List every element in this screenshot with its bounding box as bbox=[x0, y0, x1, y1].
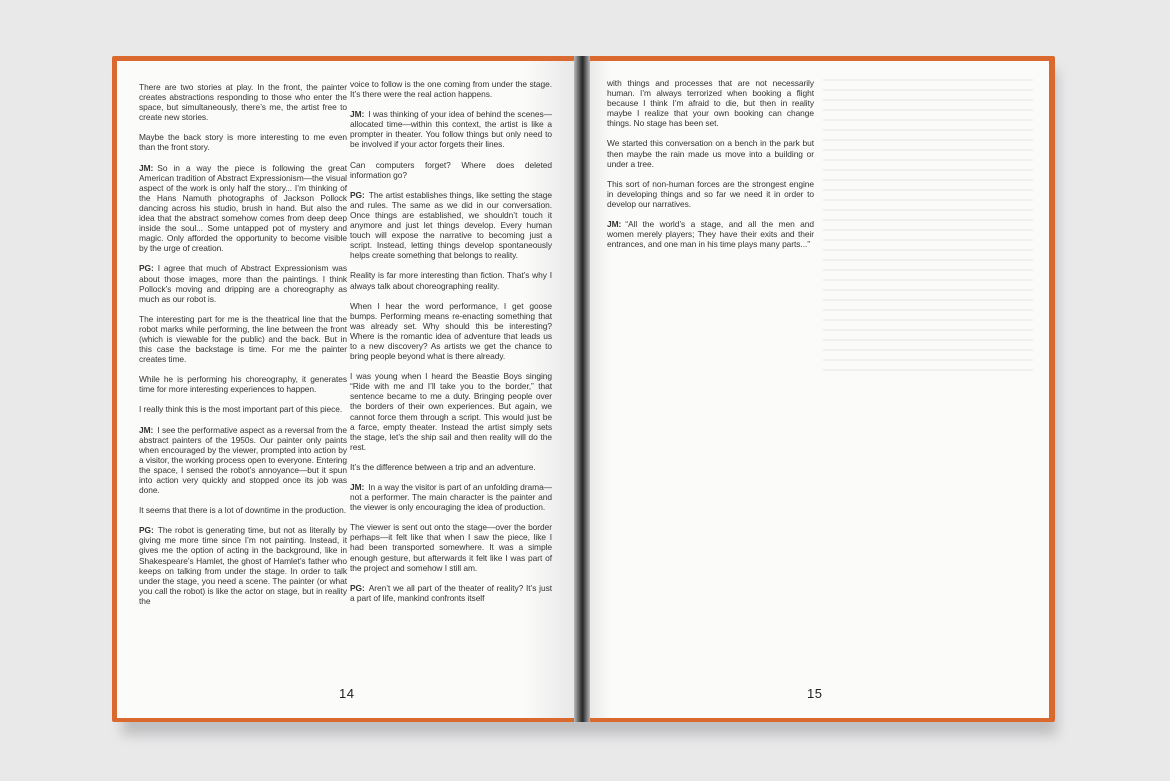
paragraph bbox=[139, 525, 347, 606]
paragraph bbox=[350, 522, 552, 572]
paragraph bbox=[139, 132, 347, 152]
paragraph-text: I see the performative aspect as a reversal from the abstract painters of the 1950s. Our painter only paints when encouraged by the viewer, prompted into action by a visitor, the working process open to everyone. Entering the space, I sensed the robot’s annoyance—but it spun into action very quickly and stopped once its job was done. bbox=[139, 424, 347, 496]
paragraph bbox=[139, 314, 347, 364]
paragraph-text: Maybe the back story is more interesting to me even than the front story. bbox=[139, 132, 347, 153]
paragraph bbox=[139, 425, 347, 496]
paragraph-text: The interesting part for me is the theatrical line that the robot marks while performing, the line between the front (which is viewable for the public) and the back. But in this case the backstage is time. For me the painter creates time. bbox=[139, 313, 347, 365]
left-page bbox=[117, 61, 579, 718]
page-number-right: 15 bbox=[807, 686, 823, 701]
speaker-label: JM: bbox=[350, 482, 365, 492]
speaker-label: JM: bbox=[350, 109, 365, 120]
paragraph-text: “All the world’s a stage, and all the men and women merely players; They have their exits and their entrances, and one man in his time plays many parts...” bbox=[607, 219, 814, 250]
paragraph-text: There are two stories at play. In the front, the painter creates abstractions responding to those who enter the space, but simultaneously, there’s me, the artist free to create new stories. bbox=[139, 82, 347, 123]
paragraph-text: The robot is generating time, but not as literally by giving me more time since I’m not painting. Instead, it gives me the option of acting in the background, like in Shakespeare’s Hamlet, the ghost of Hamlet’s father who keeps on talking from under the stage. In order to talk under the stage, you need a scene. The painter (or what you call the robot) is like the actor on stage, but in reality the bbox=[139, 525, 347, 606]
paragraph-text: In a way the visitor is part of an unfolding drama—not a performer. The main character is the painter and the viewer is only encouraging the idea of production. bbox=[350, 482, 552, 513]
paragraph-text: I really think this is the most important part of this piece. bbox=[139, 404, 343, 415]
paragraph bbox=[350, 371, 552, 452]
paragraph-text: While he is performing his choreography, it generates time for more interesting experiences to happen. bbox=[139, 374, 347, 395]
paragraph-text: Aren’t we all part of the theater of reality? It’s just a part of life, mankind confronts itself bbox=[350, 582, 552, 603]
paragraph bbox=[350, 190, 552, 261]
speaker-label: JM: bbox=[139, 424, 154, 435]
paragraph bbox=[350, 79, 552, 99]
book-spine bbox=[574, 56, 590, 722]
paragraph bbox=[139, 374, 347, 394]
paragraph bbox=[139, 163, 347, 254]
paragraph bbox=[139, 263, 347, 303]
paragraph-text: This sort of non-human forces are the strongest engine in developing things and so far we need it in order to develop our narratives. bbox=[607, 178, 814, 209]
paragraph bbox=[350, 462, 552, 472]
paragraph-text: It’s the difference between a trip and an adventure. bbox=[350, 461, 536, 472]
right-page-column-1 bbox=[607, 78, 814, 249]
paragraph-text: I agree that much of Abstract Expressionism was about those images, more than the paintings. I think Pollock’s moving and dripping are a choreography as much as our robot is. bbox=[139, 263, 347, 304]
paragraph-text: Can computers forget? Where does deleted information go? bbox=[350, 159, 552, 180]
speaker-label: PG: bbox=[350, 582, 365, 593]
left-page-column-1 bbox=[139, 82, 347, 606]
speaker-label: PG: bbox=[350, 189, 365, 200]
paragraph-text: Reality is far more interesting than fiction. That’s why I always talk about choreographing reality. bbox=[350, 270, 552, 291]
right-page bbox=[583, 61, 1049, 718]
speaker-label: PG: bbox=[139, 525, 154, 536]
paragraph bbox=[607, 78, 814, 128]
paragraph bbox=[350, 301, 552, 362]
paragraph-text: It seems that there is a lot of downtime in the production. bbox=[139, 505, 347, 516]
show-through-text bbox=[823, 79, 1033, 679]
paragraph bbox=[139, 505, 347, 515]
paragraph bbox=[350, 583, 552, 603]
paragraph-text: We started this conversation on a bench in the park but then maybe the rain made us move into a building or under a tree. bbox=[607, 138, 814, 169]
paragraph-text: I was thinking of your idea of behind the scenes—allocated time—within this context, the artist is like a prompter in theater. You follow things but only need to be involved if your actor forgets their lines. bbox=[350, 109, 552, 150]
speaker-label: JM: bbox=[139, 162, 154, 173]
paragraph-text: voice to follow is the one coming from under the stage. It’s there were the real action happens. bbox=[350, 79, 552, 100]
paragraph-text: So in a way the piece is following the great American tradition of Abstract Expressionism—the visual aspect of the work is only half the story... I’m thinking of the Hans Namuth photographs of Jackson Pollock dancing across his studio, brush in hand. But also the idea that the abstract somehow comes from deep deep inside the soul... Some untapped pot of mystery and magic. Only afforded the opportunity to become visible by the urge of creation. bbox=[139, 162, 347, 254]
paragraph bbox=[350, 482, 552, 512]
paragraph-text: The viewer is sent out onto the stage—over the border perhaps—it felt like that when I saw the piece, like I had been transported somewhere. It was a simple enough gesture, but afterwards it felt like I was part of the project and somehow I still am. bbox=[350, 522, 552, 573]
paragraph bbox=[607, 219, 814, 249]
paragraph bbox=[607, 179, 814, 209]
paragraph-text: I was young when I heard the Beastie Boys singing “Ride with me and I’ll take you to the border,” that sentence became to me a duty. Bringing people over the borders of their own experiences. But again, we cannot force them through a script. This would just be a farce, empty theater. Instead the artist simply sets the stage, let’s the ship sail and then reality will do the rest. bbox=[350, 371, 552, 452]
paragraph bbox=[350, 270, 552, 290]
paragraph bbox=[139, 82, 347, 122]
speaker-label: JM: bbox=[607, 219, 622, 230]
paragraph-text: The artist establishes things, like setting the stage and rules. The same as we did in our conversation. Once things are established, we shouldn’t touch it anymore and just let things develop. Every human touch will expose the narrative to becoming just a script. Instead, letting things develop spontaneously helps create something that belongs to reality. bbox=[350, 189, 552, 261]
paragraph-text: When I hear the word performance, I get goose bumps. Performing means re-enacting something that was already set. Why should this be interesting? Where is the romantic idea of adventure that leads us to a new discovery? As artists we get the chance to bring people beyond what is there already. bbox=[350, 300, 552, 362]
paragraph bbox=[350, 160, 552, 180]
speaker-label: PG: bbox=[139, 263, 154, 274]
paragraph bbox=[139, 404, 347, 414]
paragraph bbox=[350, 109, 552, 149]
left-page-column-2 bbox=[350, 79, 552, 603]
paragraph bbox=[607, 138, 814, 168]
page-number-left: 14 bbox=[339, 686, 355, 701]
paragraph-text: with things and processes that are not necessarily human. I’m always terrorized when booking a flight because I think I’m afraid to die, but then in reality maybe I realize that your own booking can change things. No stage has been set. bbox=[607, 78, 814, 129]
